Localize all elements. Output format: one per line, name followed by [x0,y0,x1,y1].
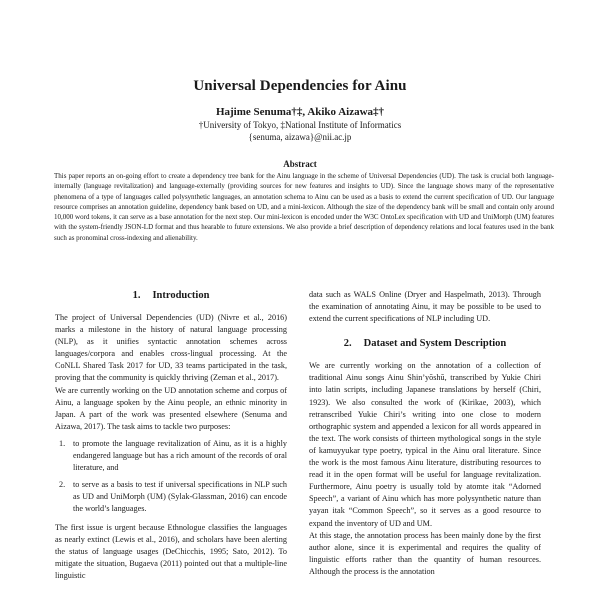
left-column [55,289,287,600]
numbered-list [55,438,287,516]
abstract-heading: Abstract [283,159,317,169]
paragraph: The project of Universal Dependencies (UD) (Nivre et al., 2016) marks a milestone in the history of natural language processing (NLP), as it unifies syntactic annotation schemes across languages/corpora and enables cross-lingual processing. At the CoNLL Shared Task 2017 for UD, 33 teams participated in the task, proving that the community is quickly thriving (Zeman et al., 2017). [55,313,287,383]
list-marker: 2. [59,480,66,490]
section-number: 1. [132,290,141,301]
right-column [309,289,541,600]
list-item [55,438,287,474]
paragraph: We are currently working on the annotation of a collection of traditional Ainu songs Ainu Shin’yōshū, transcribed by Yukie Chiri into latin scripts, including Japanese translations by herself (Chiri, 1923). We also consulted the work of (Kirikae, 2003), which retranscribed Yukie Chiri’s writing into one close to modern orthographic system and appended a lexicon for all words appeared in the text. The work consists of thirteen mythological songs in the style of kamuyyukar type poetry, typical in the Ainu oral literature. Since the work is the most famous Ainu literature, distributing resources to read it in the open format will be useful for language revitalization. Furthermore, Ainu poetry is usually told by atomte itak “Adorned Speech”, a variant of Ainu which has more polysynthetic nature than yayan itak “Common Speech”, so it serves as a good resource to expand the inventory of UD and UM. [309,361,541,528]
section-number: 2. [343,338,352,350]
section-heading-introduction [55,289,287,303]
abstract-body: This paper reports an on-going effort to create a dependency tree bank for the Ainu language in the scheme of Universal Dependencies (UD). The task is crucial both language-internally (language revitalization) and language-externally (providing sources for new features and insights to UD). Since the language shows many of the representative phenomena of a type of languages called polysynthetic languages, an annotation schema to Ainu can be used as a basis to extend the current specification of UD. Our language resource comprises an annotation guideline, dependency bank based on UD, and a mini-lexicon. Although the size of the dependency bank will be small and contain only around 10,000 word tokens, it can serve as a base annotation for the next step. Our mini-lexicon is encoded under the W3C OntoLex specification with UD and UniMorph (UM) features with the system-friendly JSON-LD format and thus hearable to future extensions. We also provide a brief description of dependency relations and local features used in the bank such as pronominal cross-indexing and alienability. [54,172,554,242]
section-heading-dataset [309,337,541,351]
section-title: Dataset and System Description [363,338,507,350]
author-names: Hajime Senuma†‡, Akiko Aizawa‡† [215,106,385,118]
paragraph: The first issue is urgent because Ethnologue classifies the languages as nearly extinct (Lewis et al., 2016), and scholars have been alerting the status of language usages (DeChicchis, 1995; Sato, 2012). To mitigate the situation, Bugaeva (2011) pointed out that a multiple-line linguistic [55,522,287,580]
list-marker: 1. [59,438,66,448]
section-title: Introduction [152,290,210,301]
list-item-text: to promote the language revitalization of Ainu, as it is a highly endangered language but has a rich amount of the records of oral literature, and [73,438,287,473]
list-item-text: to serve as a basis to test if universal specifications in NLP such as UD and UniMorph (UM) (Sylak-Glassman, 2016) can encode the world’s languages. [73,480,287,514]
paragraph: At this stage, the annotation process has been mainly done by the first author alone, since it is experimental and requires the quality of linguistic efforts rather than the quantity of human resources. Although the process is the annotation [309,530,541,576]
section-spacer [309,325,541,337]
paper-title: Universal Dependencies for Ainu [193,78,407,94]
author-email: {senuma, aizawa}@nii.ac.jp [248,132,352,142]
list-item [55,479,287,515]
author-affiliation: †University of Tokyo, ‡National Institute of Informatics [198,120,402,130]
paragraph: data such as WALS Online (Dryer and Haspelmath, 2013). Through the examination of annotating Ainu, it may be possible to be used to extend the current specifications of NLP including UD. [309,290,541,324]
paragraph: We are currently working on the UD annotation scheme and corpus of Ainu, a language spoken by the Ainu people, an ethnic minority in Japan. A part of the work was presented elsewhere (Senuma and Aizawa, 2017). The task aims to tackle two purposes: [55,385,287,431]
